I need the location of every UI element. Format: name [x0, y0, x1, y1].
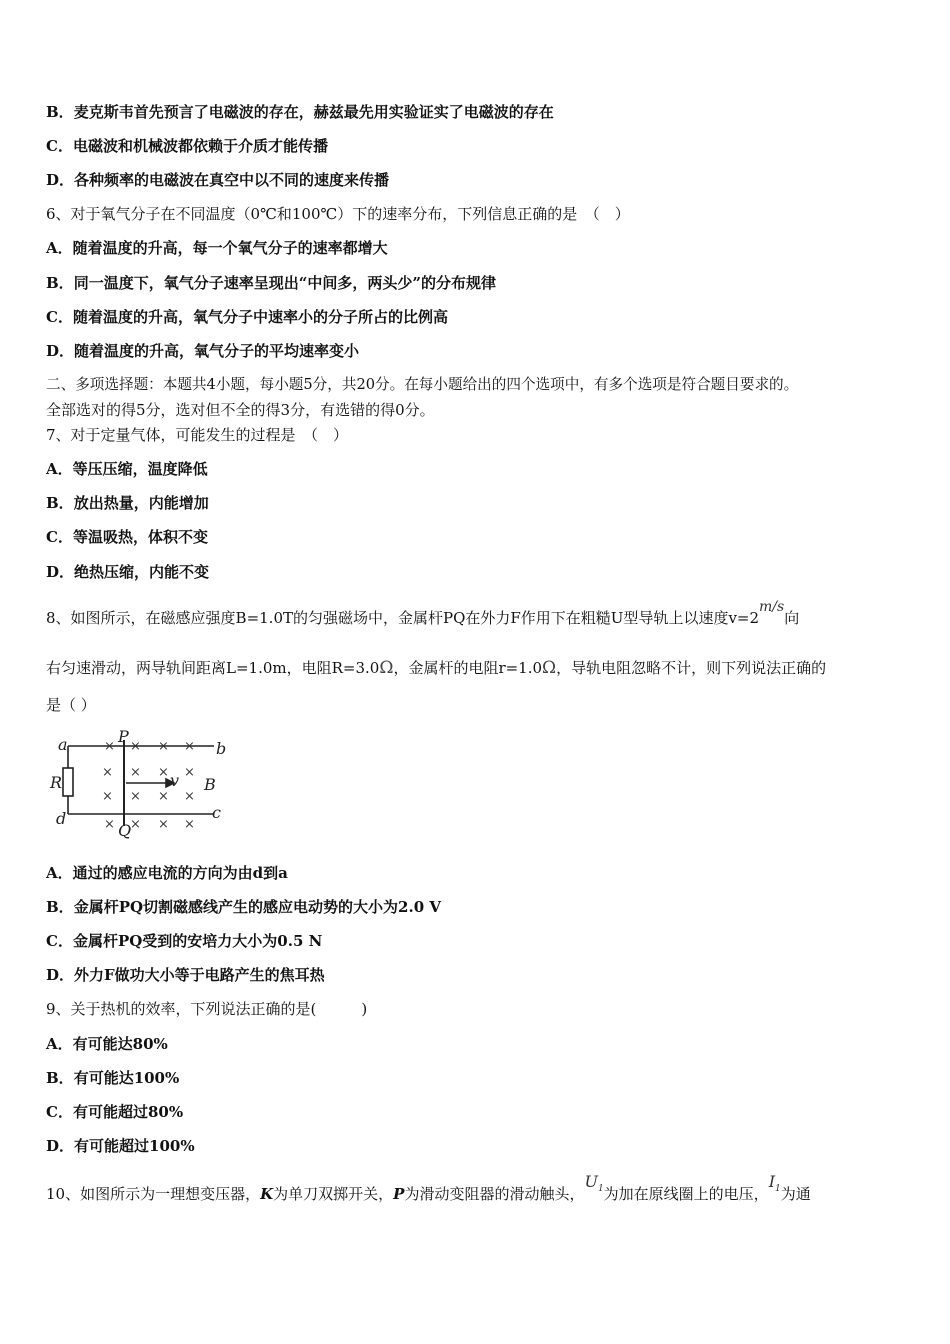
- q8-option-c: C．金属杆PQ受到的安培力大小为0.5 N: [46, 932, 323, 950]
- q8-stem-line3: 是（ ）: [46, 696, 96, 714]
- q6-option-b: B．同一温度下，氧气分子速率呈现出“中间多，两头少”的分布规律: [46, 274, 496, 292]
- q10-stem: 10、如图所示为一理想变压器，K为单刀双掷开关，P为滑动变阻器的滑动触头，$U_1$为加在原线圈上的电压，$I_1$为通: [46, 1172, 811, 1203]
- field-cross: ×: [184, 765, 195, 780]
- field-cross: ×: [184, 789, 195, 804]
- q8-option-b: B．金属杆PQ切割磁感线产生的感应电动势的大小为2.0 V: [46, 898, 441, 916]
- q8-unit: m/s: [759, 599, 785, 615]
- q8-stem-line1: 8、如图所示，在磁感应强度B=1.0T的匀强磁场中，金属杆PQ在外力F作用下在粗糙U型导轨上以速度v=2m/s向: [46, 599, 800, 627]
- q8-option-d: D．外力F做功大小等于电路产生的焦耳热: [46, 966, 325, 984]
- field-cross: ×: [104, 817, 115, 832]
- q8-option-a: A．通过的感应电流的方向为由d到a: [46, 864, 288, 882]
- q6-option-c: C．随着温度的升高，氧气分子中速率小的分子所占的比例高: [46, 308, 448, 326]
- label-b: b: [216, 739, 227, 758]
- circuit-diagram: [46, 728, 242, 840]
- omega-symbol: Ω: [379, 658, 394, 678]
- resistor-symbol: [63, 768, 73, 796]
- field-cross: ×: [158, 765, 169, 780]
- q6-option-d: D．随着温度的升高，氧气分子的平均速率变小: [46, 342, 360, 360]
- field-cross: ×: [158, 739, 169, 754]
- label-v: v: [170, 771, 180, 790]
- q9-option-c: C．有可能超过80%: [46, 1103, 184, 1121]
- section2-line1: 二、多项选择题：本题共4小题，每小题5分，共20分。在每小题给出的四个选项中，有多个选项是符合题目要求的。: [46, 376, 799, 393]
- q9-option-d: D．有可能超过100%: [46, 1137, 195, 1155]
- q7-option-b: B．放出热量，内能增加: [46, 494, 209, 512]
- label-a: a: [58, 735, 68, 754]
- omega-symbol: Ω: [542, 658, 557, 678]
- q9-option-b: B．有可能达100%: [46, 1069, 180, 1087]
- q9-option-a: A．有可能达80%: [46, 1035, 168, 1053]
- q7-option-a: A．等压压缩，温度降低: [46, 460, 208, 478]
- q6-option-a: A．随着温度的升高，每一个氧气分子的速率都增大: [46, 239, 388, 257]
- label-bfield: B: [204, 775, 216, 794]
- field-cross: ×: [130, 739, 141, 754]
- field-cross: ×: [102, 765, 113, 780]
- q6-stem: 6、对于氧气分子在不同温度（0℃和100℃）下的速率分布，下列信息正确的是 （ ）: [46, 205, 630, 223]
- label-d: d: [56, 809, 67, 828]
- q5-option-b: B．麦克斯韦首先预言了电磁波的存在，赫兹最先用实验证实了电磁波的存在: [46, 103, 554, 121]
- q8-stem-line2: 右匀速滑动，两导轨间距离L=1.0m，电阻R=3.0Ω，金属杆的电阻r=1.0Ω，导轨电阻忽略不计，则下列说法正确的: [46, 658, 827, 678]
- q7-option-c: C．等温吸热，体积不变: [46, 528, 208, 546]
- i1-symbol: $I_1$: [768, 1172, 781, 1195]
- field-cross: ×: [102, 789, 113, 804]
- label-c: c: [212, 803, 221, 822]
- section2-line2: 全部选对的得5分，选对但不全的得3分，有选错的得0分。: [46, 401, 435, 419]
- field-cross: ×: [130, 817, 141, 832]
- label-q: Q: [118, 821, 132, 840]
- field-cross: ×: [130, 765, 141, 780]
- field-cross: ×: [184, 817, 195, 832]
- field-cross: ×: [130, 789, 141, 804]
- u1-symbol: $U_1$: [584, 1172, 604, 1195]
- q7-option-d: D．绝热压缩，内能不变: [46, 563, 210, 581]
- label-p: P: [118, 728, 129, 746]
- q7-stem: 7、对于定量气体，可能发生的过程是 （ ）: [46, 426, 349, 444]
- q5-option-d: D．各种频率的电磁波在真空中以不同的速度来传播: [46, 171, 390, 189]
- field-cross: ×: [158, 817, 169, 832]
- q9-stem: 9、关于热机的效率，下列说法正确的是( ): [46, 1000, 368, 1018]
- field-cross: ×: [158, 789, 169, 804]
- field-cross: ×: [184, 739, 195, 754]
- q8-circuit-figure: [46, 728, 242, 840]
- q5-option-c: C．电磁波和机械波都依赖于介质才能传播: [46, 137, 328, 155]
- field-cross: ×: [104, 739, 115, 754]
- label-r: R: [50, 773, 63, 792]
